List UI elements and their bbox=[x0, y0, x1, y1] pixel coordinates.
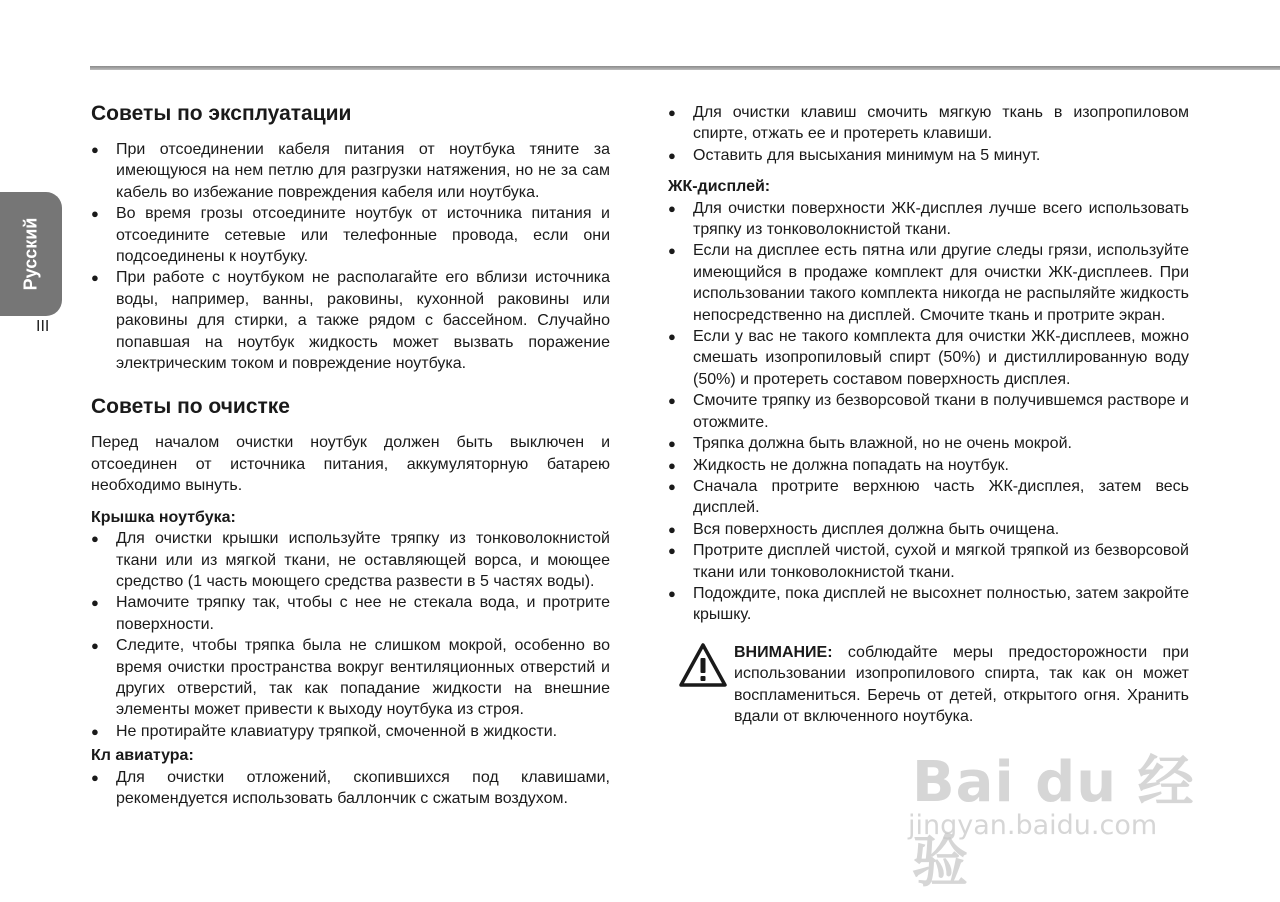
keyboard-list-cont bbox=[668, 102, 1189, 166]
list-item: ● Для очистки поверхности ЖК-дисплея лучше всего использовать тряпку из тонковолокнистой ткани. bbox=[668, 198, 1189, 241]
lcd-heading: ЖК-дисплей: bbox=[668, 178, 771, 196]
lcd-list bbox=[668, 198, 1189, 626]
section-title-cleaning: Советы по очистке bbox=[91, 395, 290, 419]
right-column bbox=[668, 102, 1189, 727]
language-tab bbox=[0, 192, 62, 316]
cleaning-intro: Перед началом очистки ноутбук должен быть выключен и отсоединен от источника питания, аккумуляторную батарею необходимо вынуть. bbox=[91, 434, 610, 495]
watermark-url: jingyan.baidu.com bbox=[908, 810, 1158, 841]
list-item: ● Во время грозы отсоедините ноутбук от источника питания и отсоедините сетевые или телефонные провода, если они подсоединены к ноутбуку. bbox=[91, 203, 610, 267]
list-item: ● Следите, чтобы тряпка была не слишком мокрой, особенно во время очистки пространства вокруг вентиляционных отверстий и других отверстий, так как попадание жидкости на внешние элементы может привести к выходу ноутбука из строя. bbox=[91, 635, 610, 721]
list-item: ● Для очистки крышки используйте тряпку из тонковолокнистой ткани или из мягкой ткани, не оставляющей ворса, и моющее средство (1 часть моющего средства развести в 5 частях воды). bbox=[91, 528, 610, 592]
list-item: ● Не протирайте клавиатуру тряпкой, смоченной в жидкости. bbox=[91, 721, 610, 742]
list-item: ● Жидкость не должна попадать на ноутбук. bbox=[668, 455, 1189, 476]
list-item: ● Сначала протрите верхнюю часть ЖК-дисплея, затем весь дисплей. bbox=[668, 476, 1189, 519]
language-label: Русский bbox=[20, 217, 41, 291]
section-title-operation: Советы по эксплуатации bbox=[91, 102, 352, 125]
operation-tips-list bbox=[91, 139, 610, 374]
list-item: ● Тряпка должна быть влажной, но не очень мокрой. bbox=[668, 433, 1189, 454]
list-item: ● Если на дисплее есть пятна или другие следы грязи, используйте имеющийся в продаже комплект для очистки ЖК-дисплеев. При использовании такого комплекта никогда не распыляйте жидкость непосредственно на дисплей. Смочите ткань и протрите экран. bbox=[668, 240, 1189, 326]
list-item: ● Если у вас не такого комплекта для очистки ЖК-дисплеев, можно смешать изопропиловый спирт (50%) и дистиллированную воду (50%) и протереть составом поверхность дисплея. bbox=[668, 326, 1189, 390]
left-column bbox=[91, 100, 610, 809]
list-item: ● Оставить для высыхания минимум на 5 минут. bbox=[668, 145, 1189, 166]
list-item: ● Подождите, пока дисплей не высохнет полностью, затем закройте крышку. bbox=[668, 583, 1189, 626]
top-rule bbox=[90, 66, 1280, 70]
list-item: ● При работе с ноутбуком не располагайте его вблизи источника воды, например, ванны, раковины, кухонной раковины или раковины для стирки, а также рядом с бассейном. Случайно попавшая на ноутбук жидкость может вызвать поражение электрическим током и повреждение ноутбука. bbox=[91, 267, 610, 374]
list-item: ● Для очистки клавиш смочить мягкую ткань в изопропиловом спирте, отжать ее и протереть клавиши. bbox=[668, 102, 1189, 145]
warning-label: ВНИМАНИЕ: bbox=[734, 643, 833, 661]
warning-icon bbox=[678, 642, 728, 688]
list-item: ● При отсоединении кабеля питания от ноутбука тяните за имеющуюся на нем петлю для разгрузки натяжения, но не за сам кабель во избежание повреждения кабеля или ноутбука. bbox=[91, 139, 610, 203]
page-number: III bbox=[36, 318, 50, 335]
list-item: ● Протрите дисплей чистой, сухой и мягкой тряпкой из безворсовой ткани или тонковолокнистой ткани. bbox=[668, 540, 1189, 583]
list-item: ● Вся поверхность дисплея должна быть очищена. bbox=[668, 519, 1189, 540]
warning-note bbox=[668, 642, 1189, 728]
baidu-watermark bbox=[908, 728, 1208, 895]
lid-heading: Крышка ноутбука: bbox=[91, 508, 236, 526]
watermark-brand: Bai du 经验 bbox=[912, 750, 1195, 895]
warning-text: соблюдайте меры предосторожности при использовании изопропилового спирта, так как он может воспламениться. Беречь от детей, открытого огня. Хранить вдали от включенного ноутбука. bbox=[734, 643, 1189, 725]
keyboard-heading: Кл авиатура: bbox=[91, 747, 194, 765]
list-item: ● Смочите тряпку из безворсовой ткани в получившемся растворе и отожмите. bbox=[668, 390, 1189, 433]
lid-list bbox=[91, 528, 610, 742]
keyboard-list bbox=[91, 767, 610, 810]
list-item: ● Для очистки отложений, скопившихся под клавишами, рекомендуется использовать баллончик с сжатым воздухом. bbox=[91, 767, 610, 810]
list-item: ● Намочите тряпку так, чтобы с нее не стекала вода, и протрите поверхности. bbox=[91, 592, 610, 635]
